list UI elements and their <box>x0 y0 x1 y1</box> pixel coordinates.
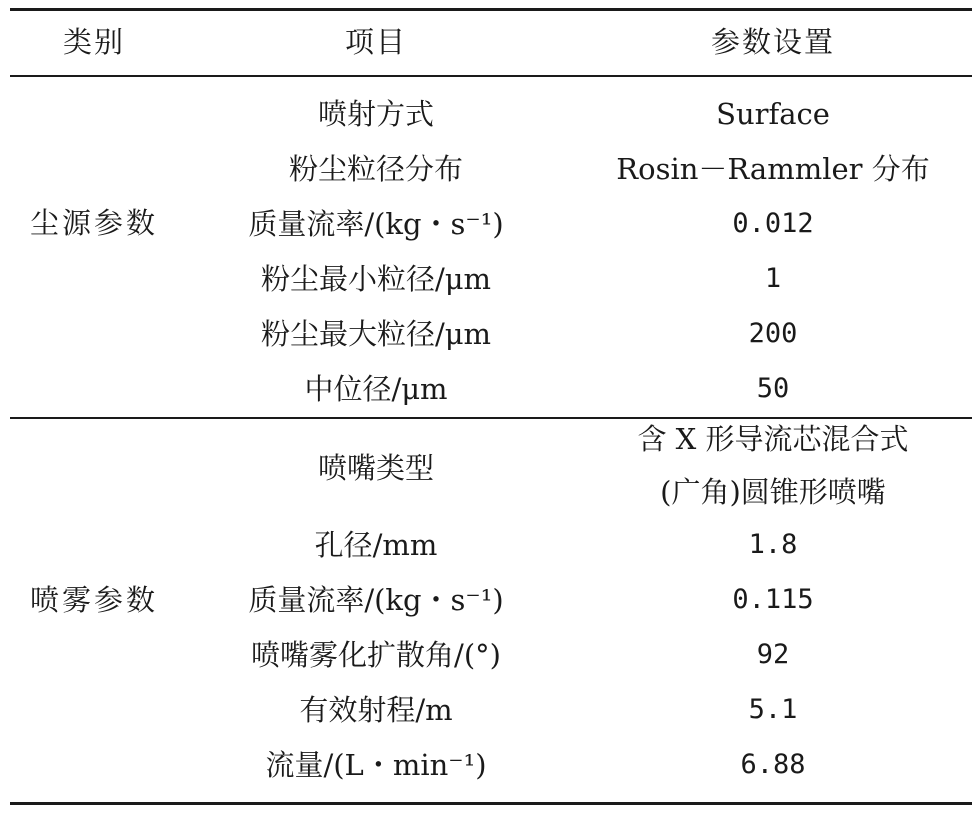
table-row-value: Rosin－Rammler 分布 <box>616 152 930 186</box>
table-row-item: 中位径/μm <box>304 372 448 406</box>
table-row-item: 有效射程/m <box>299 693 453 727</box>
table-row-value: Surface <box>716 97 830 131</box>
table-row-value-line1: 含 X 形导流芯混合式 <box>637 422 909 456</box>
table-row-item: 流量/(L・min⁻¹) <box>265 748 487 782</box>
table-row-item: 粉尘粒径分布 <box>288 152 464 186</box>
table-row-item: 粉尘最小粒径/μm <box>260 262 492 296</box>
table-row-item: 孔径/mm <box>314 528 438 562</box>
table-row-value: 200 <box>748 318 798 349</box>
table-row-value: 5.1 <box>748 694 798 725</box>
table-row-value-line2: (广角)圆锥形喷嘴 <box>660 475 886 509</box>
table-row-value: 1.8 <box>748 529 798 560</box>
table-row-item: 喷射方式 <box>317 97 435 131</box>
group-category-spray: 喷雾参数 <box>29 583 159 617</box>
table-row-item: 喷嘴雾化扩散角/(°) <box>251 638 501 672</box>
table-row-value: 0.012 <box>732 208 814 239</box>
group-category-dust-source: 尘源参数 <box>29 206 159 240</box>
table-header-rule <box>10 75 972 77</box>
table-bottom-rule <box>10 802 972 805</box>
table-row-value: 50 <box>756 373 790 404</box>
table-row-item: 喷嘴类型 <box>317 451 435 485</box>
table-row-value: 6.88 <box>740 749 806 780</box>
table-row-item: 质量流率/(kg・s⁻¹) <box>248 583 504 617</box>
table-row-value: 0.115 <box>732 584 814 615</box>
table-row-value: 1 <box>764 263 782 294</box>
table-row-item: 质量流率/(kg・s⁻¹) <box>248 207 504 241</box>
table-row-item: 粉尘最大粒径/μm <box>260 317 492 351</box>
table-row-value: 92 <box>756 639 790 670</box>
header-value: 参数设置 <box>710 25 836 59</box>
header-category: 类别 <box>62 25 126 59</box>
header-item: 项目 <box>344 25 408 59</box>
table-top-rule <box>10 8 972 11</box>
